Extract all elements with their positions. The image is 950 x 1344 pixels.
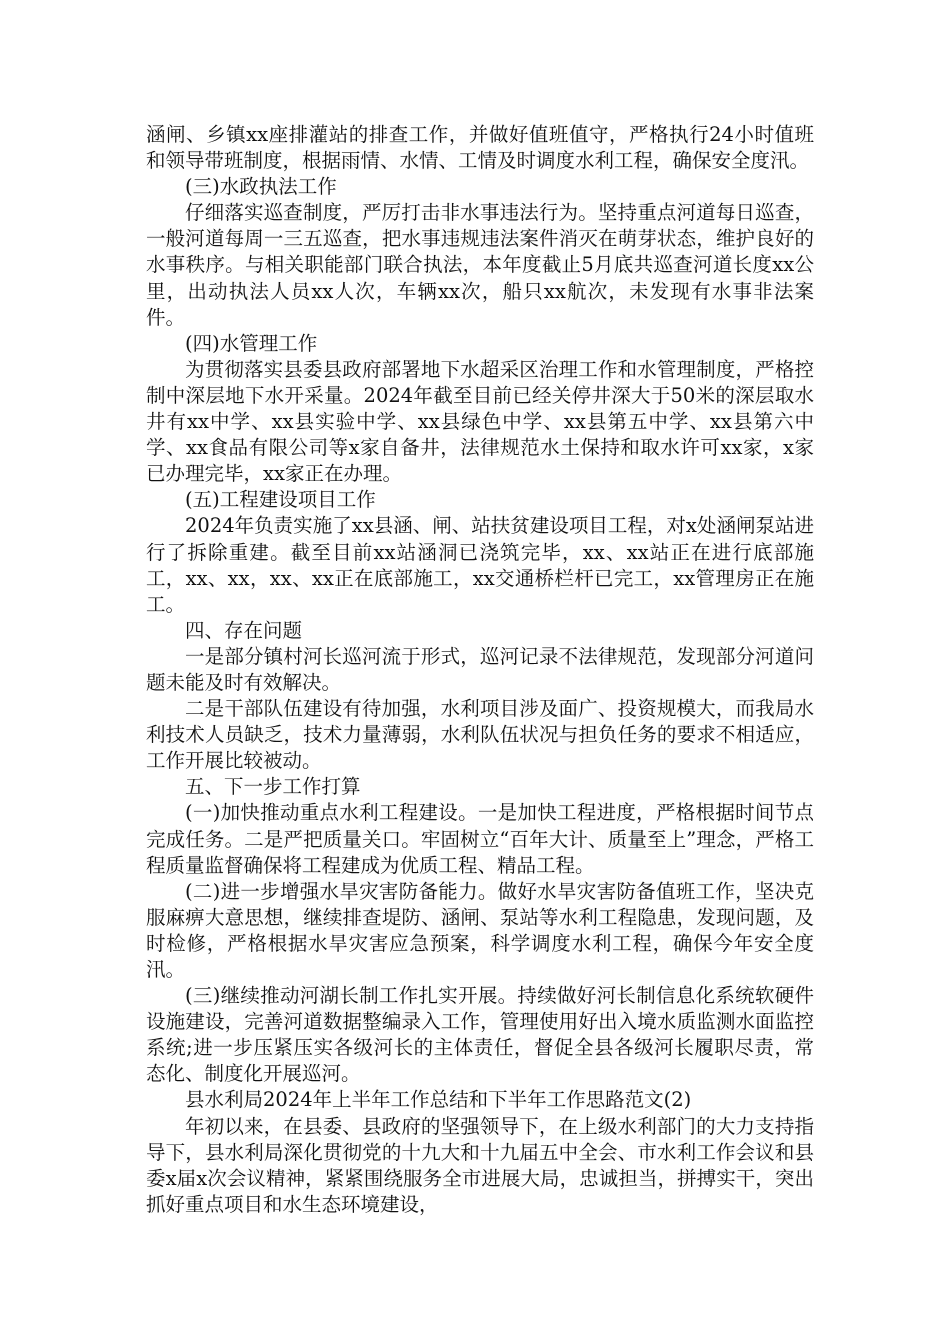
paragraph-flood-duty: 涵闸、乡镇xx座排灌站的排查工作，并做好值班值守，严格执行24小时值班和领导带班制度，根据雨情、水情、工情及时调度水利工程，确保安全度汛。 [146, 123, 814, 173]
heading-existing-problems: 四、存在问题 [185, 618, 303, 642]
paragraph-next-step-two: (二)进一步增强水旱灾害防备能力。做好水旱灾害防备值班工作，坚决克服麻痹大意思想，继续排查堤防、涵闸、泵站等水利工程隐患，发现问题，及时检修，严格根据水旱灾害应急预案，科学调度水利工程，确保今年安全度汛。 [146, 879, 814, 981]
paragraph-construction-projects: 2024年负责实施了xx县涵、闸、站扶贫建设项目工程，对x处涵闸泵站进行了拆除重建。截至目前xx站涵洞已浇筑完毕，xx、xx站正在进行底部施工，xx、xx，xx、xx正在底部施工，xx交通桥栏杆已完工，xx管理房正在施工。 [146, 514, 814, 616]
paragraph-next-step-three: (三)继续推动河湖长制工作扎实开展。持续做好河长制信息化系统软硬件设施建设，完善河道数据整编录入工作，管理使用好出入境水质监测水面监控系统;进一步压紧压实各级河长的主体责任，督促全县各级河长履职尽责，常态化、制度化开展巡河。 [146, 984, 814, 1086]
heading-second-article-title: 县水利局2024年上半年工作总结和下半年工作思路范文(2) [185, 1088, 692, 1112]
document-page [146, 122, 814, 1218]
paragraph-water-enforcement: 仔细落实巡查制度，严厉打击非水事违法行为。坚持重点河道每日巡查，一般河道每周一三五巡查，把水事违规违法案件消灭在萌芽状态，维护良好的水事秩序。与相关职能部门联合执法，本年度截止5月底共巡查河道长度xx公里，出动执法人员xx人次，车辆xx次，船只xx航次，未发现有水事非法案件。 [146, 201, 814, 329]
paragraph-next-step-one: (一)加快推动重点水利工程建设。一是加快工程进度，严格根据时间节点完成任务。二是严把质量关口。牢固树立“百年大计、质量至上”理念，严格工程质量监督确保将工程建成为优质工程、精品工程。 [146, 801, 814, 877]
heading-construction-projects: (五)工程建设项目工作 [185, 488, 376, 512]
heading-next-steps: 五、下一步工作打算 [185, 775, 361, 799]
heading-water-enforcement: (三)水政执法工作 [185, 175, 337, 199]
paragraph-problem-two: 二是干部队伍建设有待加强，水利项目涉及面广、投资规模大，而我局水利技术人员缺乏，技术力量薄弱，水利队伍状况与担负任务的要求不相适应，工作开展比较被动。 [146, 697, 814, 773]
paragraph-second-article-intro: 年初以来，在县委、县政府的坚强领导下，在上级水利部门的大力支持指导下，县水利局深化贯彻党的十九大和十九届五中全会、市水利工作会议和县委x届x次会议精神，紧紧围绕服务全市进展大局，忠诚担当，拼搏实干，突出抓好重点项目和水生态环境建设， [146, 1114, 814, 1216]
paragraph-problem-one: 一是部分镇村河长巡河流于形式，巡河记录不法律规范，发现部分河道问题未能及时有效解决。 [146, 644, 814, 694]
paragraph-water-management: 为贯彻落实县委县政府部署地下水超采区治理工作和水管理制度，严格控制中深层地下水开采量。2024年截至目前已经关停井深大于50米的深层取水井有xx中学、xx县实验中学、xx县绿色中学、xx县第五中学、xx县第六中学、xx食品有限公司等x家自备井，法律规范水土保持和取水许可xx家，x家已办理完毕，xx家正在办理。 [146, 357, 814, 486]
heading-water-management: (四)水管理工作 [185, 331, 318, 355]
